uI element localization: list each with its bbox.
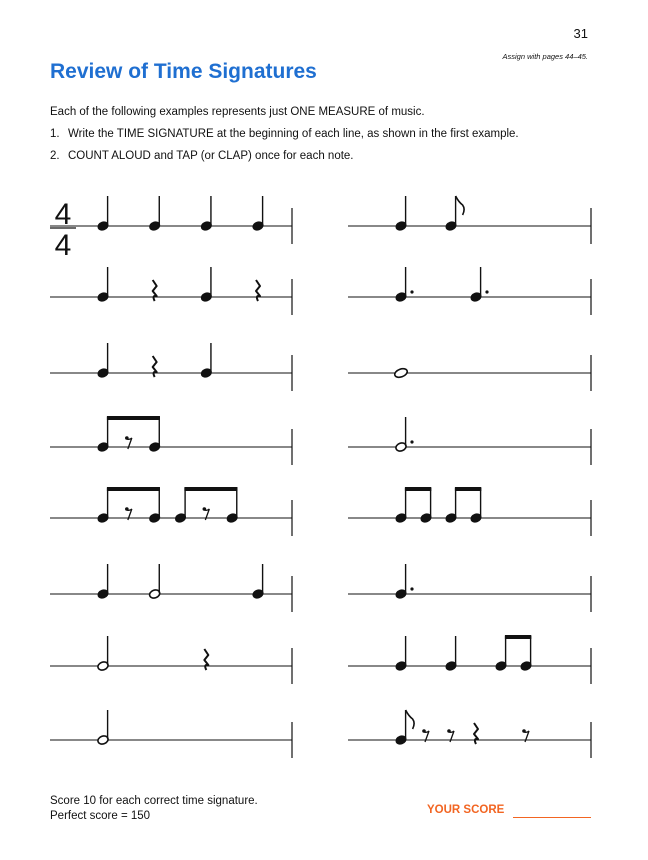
quarter-rest [153,280,157,301]
step-number: 2. [50,150,60,162]
measure-r8 [348,710,591,758]
step-number: 1. [50,128,60,140]
eighth-flag [456,196,465,215]
quarter-rest [204,649,208,670]
measure-r7 [348,635,591,684]
page-number: 31 [573,26,588,41]
intro-text: Each of the following examples represents just ONE MEASURE of music. [50,106,425,118]
score-blank-line[interactable] [513,817,591,818]
beam [455,487,481,491]
measure-l3 [50,343,292,391]
measure-r5 [348,487,591,536]
quarter-rest [153,356,157,377]
measure-l1 [50,196,292,244]
measure-r1 [348,196,591,244]
augmentation-dot [410,290,413,293]
measure-r2 [348,267,591,315]
measure-r6 [348,564,591,612]
time-signature-bottom: 4 [54,229,72,262]
measure-r3 [348,355,591,391]
beam [184,487,237,491]
page-title: Review of Time Signatures [50,60,317,83]
measure-l2 [50,267,292,315]
score-rule: Score 10 for each correct time signature. [50,795,258,807]
time-signature-top: 4 [54,198,72,231]
beam [107,487,160,491]
your-score-label: YOUR SCORE [427,804,505,816]
measure-l5 [50,487,292,536]
augmentation-dot [485,290,488,293]
augmentation-dot [410,440,413,443]
eighth-flag [406,710,415,729]
beam [405,487,431,491]
step-text: COUNT ALOUD and TAP (or CLAP) once for each note. [68,150,354,162]
notehead [394,367,409,379]
measure-l7 [50,636,292,684]
step-text: Write the TIME SIGNATURE at the beginning of each line, as shown in the first example. [68,128,519,140]
perfect-score: Perfect score = 150 [50,810,151,822]
beam [505,635,531,639]
beam [107,416,160,420]
time-signature-example [50,198,76,262]
measure-l8 [50,710,292,758]
measure-l4 [50,416,292,465]
quarter-rest [474,723,478,744]
quarter-rest [256,280,260,301]
measure-l6 [50,564,292,612]
measure-r4 [348,417,591,465]
augmentation-dot [410,587,413,590]
assign-note: Assign with pages 44–45. [502,52,588,61]
measures [50,196,591,758]
